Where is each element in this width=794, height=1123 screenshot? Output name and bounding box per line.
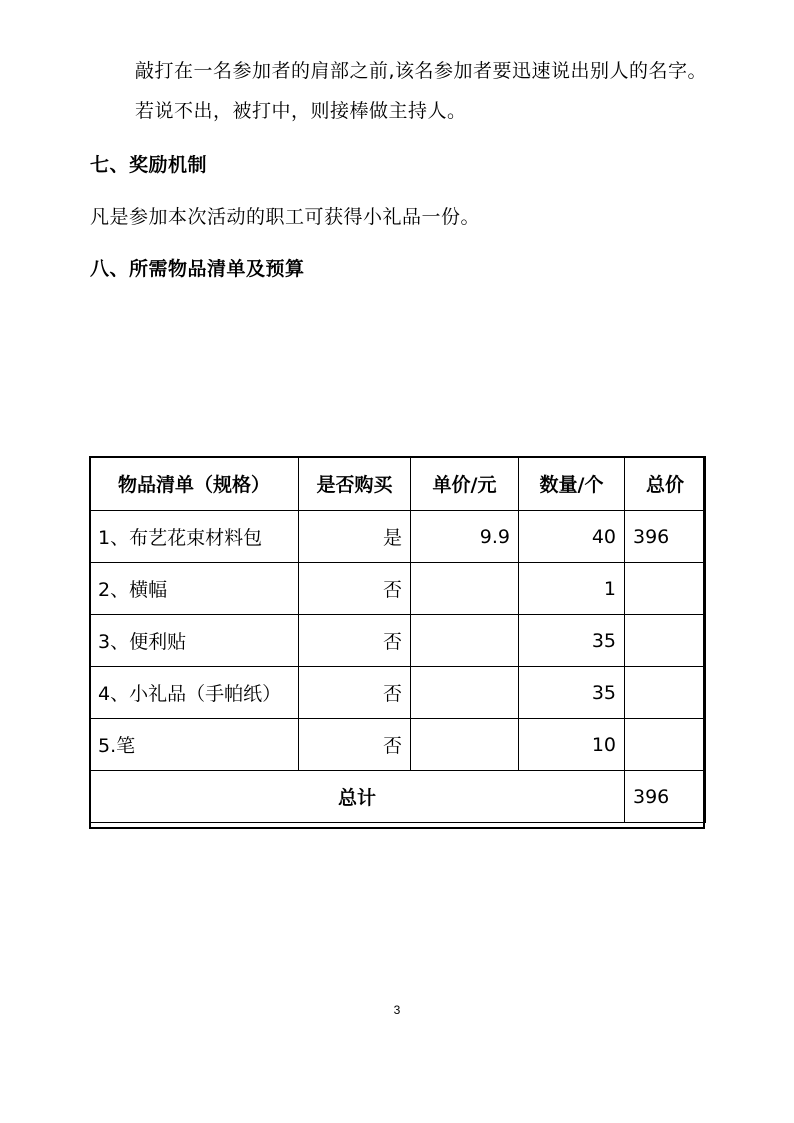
section-heading-budget: 八、所需物品清单及预算: [90, 258, 305, 280]
table-row: [90, 511, 706, 563]
cell-unit-price: 9.9: [411, 511, 519, 563]
total-value: 396: [625, 771, 706, 823]
table-row: [90, 719, 706, 771]
section-heading-reward: 七、奖励机制: [90, 154, 208, 176]
cell-unit-price: [411, 719, 519, 771]
cell-quantity: 10: [519, 719, 625, 771]
cell-unit-price: [411, 615, 519, 667]
cell-item: 4、小礼品（手帕纸）: [90, 667, 299, 719]
table-total-row: [90, 771, 706, 823]
table-row: [90, 615, 706, 667]
total-label: 总计: [90, 771, 625, 823]
cell-item: 5.笔: [90, 719, 299, 771]
paragraph-line-1: 敲打在一名参加者的肩部之前,该名参加者要迅速说出别人的名字。: [135, 60, 708, 82]
cell-quantity: 40: [519, 511, 625, 563]
table-row: [90, 563, 706, 615]
header-item: 物品清单（规格）: [90, 457, 299, 511]
header-purchase: 是否购买: [299, 457, 411, 511]
table-row: [90, 667, 706, 719]
cell-quantity: 35: [519, 667, 625, 719]
paragraph-line-2: 若说不出，被打中，则接棒做主持人。: [135, 100, 467, 122]
page-number: 3: [393, 1003, 401, 1017]
cell-item: 2、横幅: [90, 563, 299, 615]
cell-item: 3、便利贴: [90, 615, 299, 667]
cell-purchase: 否: [299, 719, 411, 771]
cell-unit-price: [411, 563, 519, 615]
header-total: 总价: [625, 457, 706, 511]
cell-purchase: 否: [299, 667, 411, 719]
cell-total: [625, 719, 706, 771]
cell-quantity: 35: [519, 615, 625, 667]
cell-total: [625, 615, 706, 667]
cell-total: [625, 563, 706, 615]
header-unit-price: 单价/元: [411, 457, 519, 511]
header-quantity: 数量/个: [519, 457, 625, 511]
cell-total: 396: [625, 511, 706, 563]
cell-unit-price: [411, 667, 519, 719]
cell-quantity: 1: [519, 563, 625, 615]
cell-purchase: 否: [299, 615, 411, 667]
cell-item: 1、布艺花束材料包: [90, 511, 299, 563]
reward-paragraph: 凡是参加本次活动的职工可获得小礼品一份。: [90, 206, 481, 228]
budget-table: [89, 456, 706, 823]
cell-purchase: 是: [299, 511, 411, 563]
cell-total: [625, 667, 706, 719]
cell-purchase: 否: [299, 563, 411, 615]
table-header-row: [90, 457, 706, 511]
